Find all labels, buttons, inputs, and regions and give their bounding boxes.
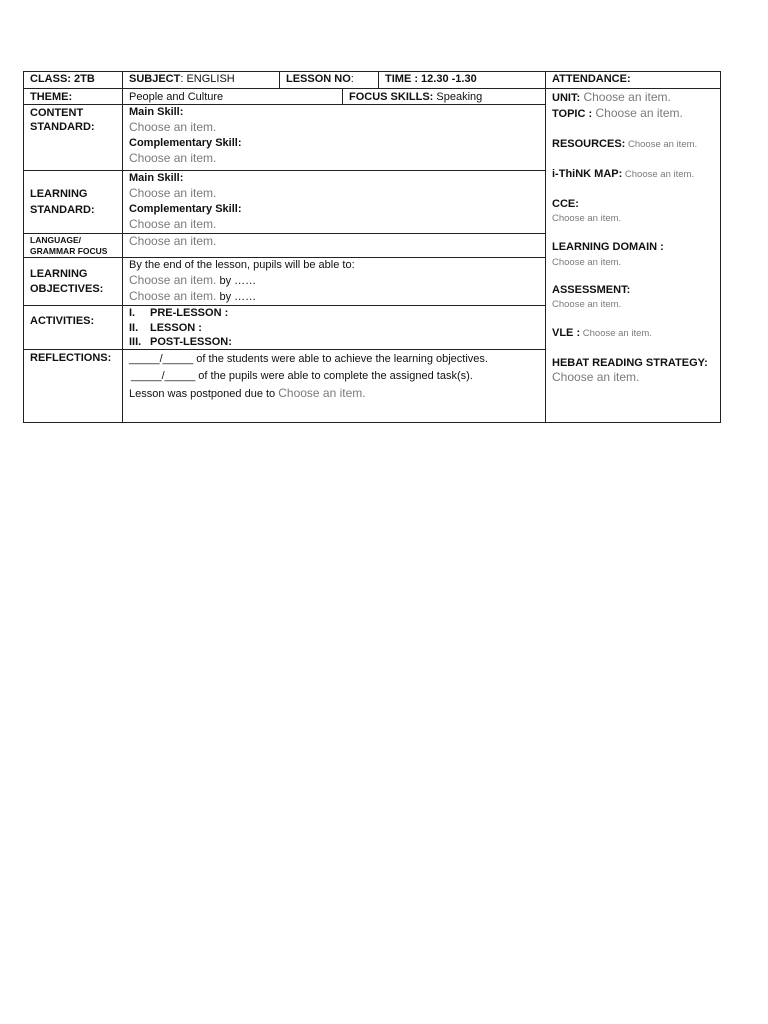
language-focus-label: GRAMMAR FOCUS [30,246,108,256]
objective-item [129,290,256,304]
row-divider [23,233,546,234]
main-skill-label: Main Skill: [129,106,184,118]
activity-pre-lesson: PRE-LESSON : [150,307,229,319]
subject-field [129,73,235,86]
cce-label: CCE: [552,198,579,210]
postponed-line [129,387,366,401]
learning-standard-label: LEARNING [30,188,88,200]
lesson-no-field [286,73,354,86]
activity-lesson: LESSON : [150,322,202,334]
unit-dropdown[interactable]: Choose an item. [580,90,671,104]
complementary-skill-label: Complementary Skill: [129,137,242,149]
objective-suffix: by …… [216,291,257,303]
col-divider [122,71,123,423]
objectives-label: LEARNING [30,268,88,280]
row-divider [23,305,546,306]
hebat-label: HEBAT READING STRATEGY: [552,357,708,369]
topic-field [552,107,683,121]
focus-skills [349,91,482,104]
time-label: TIME : 12.30 -1.30 [385,73,477,85]
postponed-prefix: Lesson was postponed due to [129,388,279,400]
topic-dropdown[interactable]: Choose an item. [592,106,683,120]
col-divider [279,71,280,88]
objectives-label: OBJECTIVES: [30,283,104,295]
reflection-line: _____/_____ of the pupils were able to complete the assigned task(s). [131,370,473,382]
unit-label: UNIT: [552,92,581,104]
ithink-dropdown[interactable]: Choose an item. [622,169,695,180]
unit-field [552,91,671,105]
ithink-field [552,168,694,181]
vle-dropdown[interactable]: Choose an item. [580,328,652,339]
complementary-skill-label: Complementary Skill: [129,203,242,215]
objective-dropdown[interactable]: Choose an item. [129,289,217,303]
class-label: CLASS: 2TB [30,73,95,85]
learning-standard-label: STANDARD: [30,204,95,216]
theme-value: People and Culture [129,91,224,103]
subject-value: : ENGLISH [180,73,235,85]
row-divider [23,104,546,105]
content-comp-skill-dropdown[interactable]: Choose an item. [129,151,217,165]
row-divider [23,349,546,350]
cce-dropdown[interactable]: Choose an item. [552,213,622,224]
vle-field [552,327,652,340]
col-divider [378,71,379,88]
objective-dropdown[interactable]: Choose an item. [129,273,217,287]
topic-label: TOPIC : [552,108,593,120]
assessment-label: ASSESSMENT: [552,284,631,296]
objective-suffix: by …… [216,275,257,287]
learning-main-skill-dropdown[interactable]: Choose an item. [129,186,217,200]
col-divider [545,71,546,423]
resources-field [552,138,697,151]
vle-label: VLE : [552,327,581,339]
learning-comp-skill-dropdown[interactable]: Choose an item. [129,217,217,231]
col-divider [342,88,343,104]
activity-num: III. [129,336,142,348]
content-standard-label: CONTENT [30,107,84,119]
lesson-no-colon: : [350,73,354,85]
lesson-no-label: LESSON NO [286,73,351,85]
language-focus-label: LANGUAGE/ [30,235,81,245]
content-main-skill-dropdown[interactable]: Choose an item. [129,120,217,134]
resources-dropdown[interactable]: Choose an item. [625,139,698,150]
main-skill-label: Main Skill: [129,172,184,184]
activity-post-lesson: POST-LESSON: [150,336,232,348]
row-divider [23,170,546,171]
row-divider [23,257,546,258]
activity-num: II. [129,322,139,334]
attendance-label: ATTENDANCE: [552,73,631,85]
ithink-label: i-ThiNK MAP: [552,168,623,180]
content-standard-label: STANDARD: [30,121,95,133]
resources-label: RESOURCES: [552,138,626,150]
activity-num: I. [129,307,136,319]
language-focus-dropdown[interactable]: Choose an item. [129,234,217,248]
subject-label: SUBJECT [129,73,181,85]
postponed-reason-dropdown[interactable]: Choose an item. [278,386,366,400]
learning-domain-label: LEARNING DOMAIN : [552,241,664,253]
focus-skills-label: FOCUS SKILLS: [349,91,434,103]
reflection-line: _____/_____ of the students were able to achieve the learning objectives. [129,353,488,365]
row-divider [23,88,721,89]
theme-label: THEME: [30,91,73,103]
hebat-dropdown[interactable]: Choose an item. [552,370,640,384]
assessment-dropdown[interactable]: Choose an item. [552,299,622,310]
learning-domain-dropdown[interactable]: Choose an item. [552,257,622,268]
objectives-intro: By the end of the lesson, pupils will be able to: [129,259,355,271]
objective-item [129,274,256,288]
focus-skills-value: Speaking [433,91,483,103]
reflections-label: REFLECTIONS: [30,352,112,364]
activities-label: ACTIVITIES: [30,315,95,327]
